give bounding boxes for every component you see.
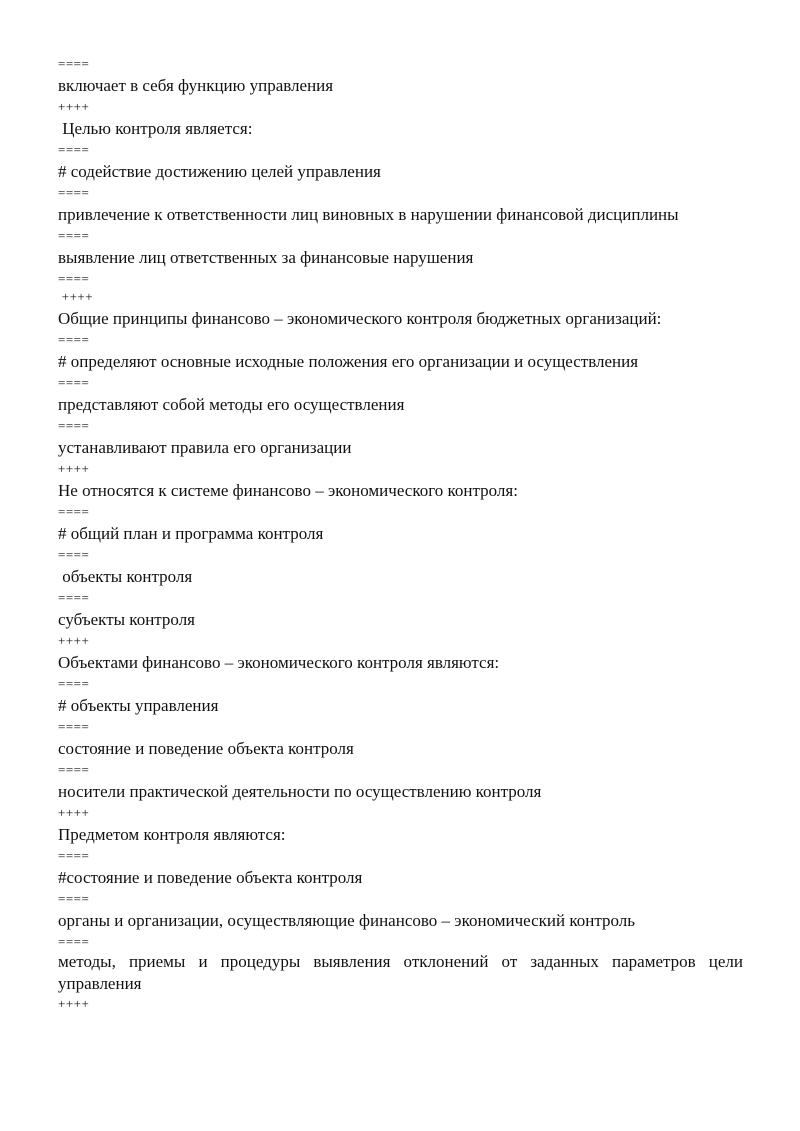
separator-line: ++++	[58, 633, 90, 648]
text-line: Не относятся к системе финансово – экономического контроля:	[58, 481, 518, 500]
separator-line: ====	[58, 56, 90, 71]
text-line: состояние и поведение объекта контроля	[58, 739, 354, 758]
text-line: представляют собой методы его осуществления	[58, 395, 405, 414]
question-list	[58, 55, 743, 951]
text-line: Предметом контроля являются:	[58, 825, 286, 844]
separator-line: ====	[58, 418, 90, 433]
separator-line: ====	[58, 375, 90, 390]
separator-line: ====	[58, 185, 90, 200]
separator-line: ====	[58, 504, 90, 519]
text-line: # определяют основные исходные положения его организации и осуществления	[58, 352, 639, 371]
text-line: #состояние и поведение объекта контроля	[58, 868, 363, 887]
separator-line: ++++	[58, 461, 90, 476]
text-line: органы и организации, осуществляющие финансово – экономический контроль	[58, 911, 636, 930]
separator-line: ====	[58, 271, 90, 286]
paragraph-line-1: методы, приемы и процедуры выявления отклонений от заданных параметров цели	[58, 952, 743, 971]
separator-line: ====	[58, 676, 90, 691]
separator-line: ====	[58, 547, 90, 562]
separator-line: ====	[58, 934, 90, 949]
separator-line: ====	[58, 848, 90, 863]
separator-line: ====	[58, 228, 90, 243]
text-line: носители практической деятельности по осуществлению контроля	[58, 782, 542, 801]
text-line: # общий план и программа контроля	[58, 524, 324, 543]
text-line: Общие принципы финансово – экономического контроля бюджетных организаций:	[58, 309, 662, 328]
separator-line: ++++	[58, 99, 90, 114]
separator-line: ====	[58, 762, 90, 777]
separator-line: ++++	[58, 805, 90, 820]
separator-line: ====	[58, 332, 90, 347]
text-line: Объектами финансово – экономического контроля являются:	[58, 653, 500, 672]
answer-option-paragraph	[58, 951, 743, 995]
separator-line: ====	[58, 891, 90, 906]
separator-line: ====	[58, 590, 90, 605]
document-body	[58, 55, 743, 1013]
paragraph-line-2: управления	[58, 974, 142, 993]
text-line: # объекты управления	[58, 696, 219, 715]
text-line: Целью контроля является:	[58, 119, 253, 138]
text-line: привлечение к ответственности лиц виновных в нарушении финансовой дисциплины	[58, 205, 679, 224]
text-line: субъекты контроля	[58, 610, 196, 629]
separator-line: ====	[58, 719, 90, 734]
separator-plus: ++++	[58, 996, 90, 1011]
text-line: выявление лиц ответственных за финансовые нарушения	[58, 248, 474, 267]
text-line: устанавливают правила его организации	[58, 438, 352, 457]
text-line: объекты контроля	[58, 567, 193, 586]
separator-line: ++++	[58, 289, 94, 304]
separator-line: ====	[58, 142, 90, 157]
text-line: # содействие достижению целей управления	[58, 162, 381, 181]
text-line: включает в себя функцию управления	[58, 76, 334, 95]
